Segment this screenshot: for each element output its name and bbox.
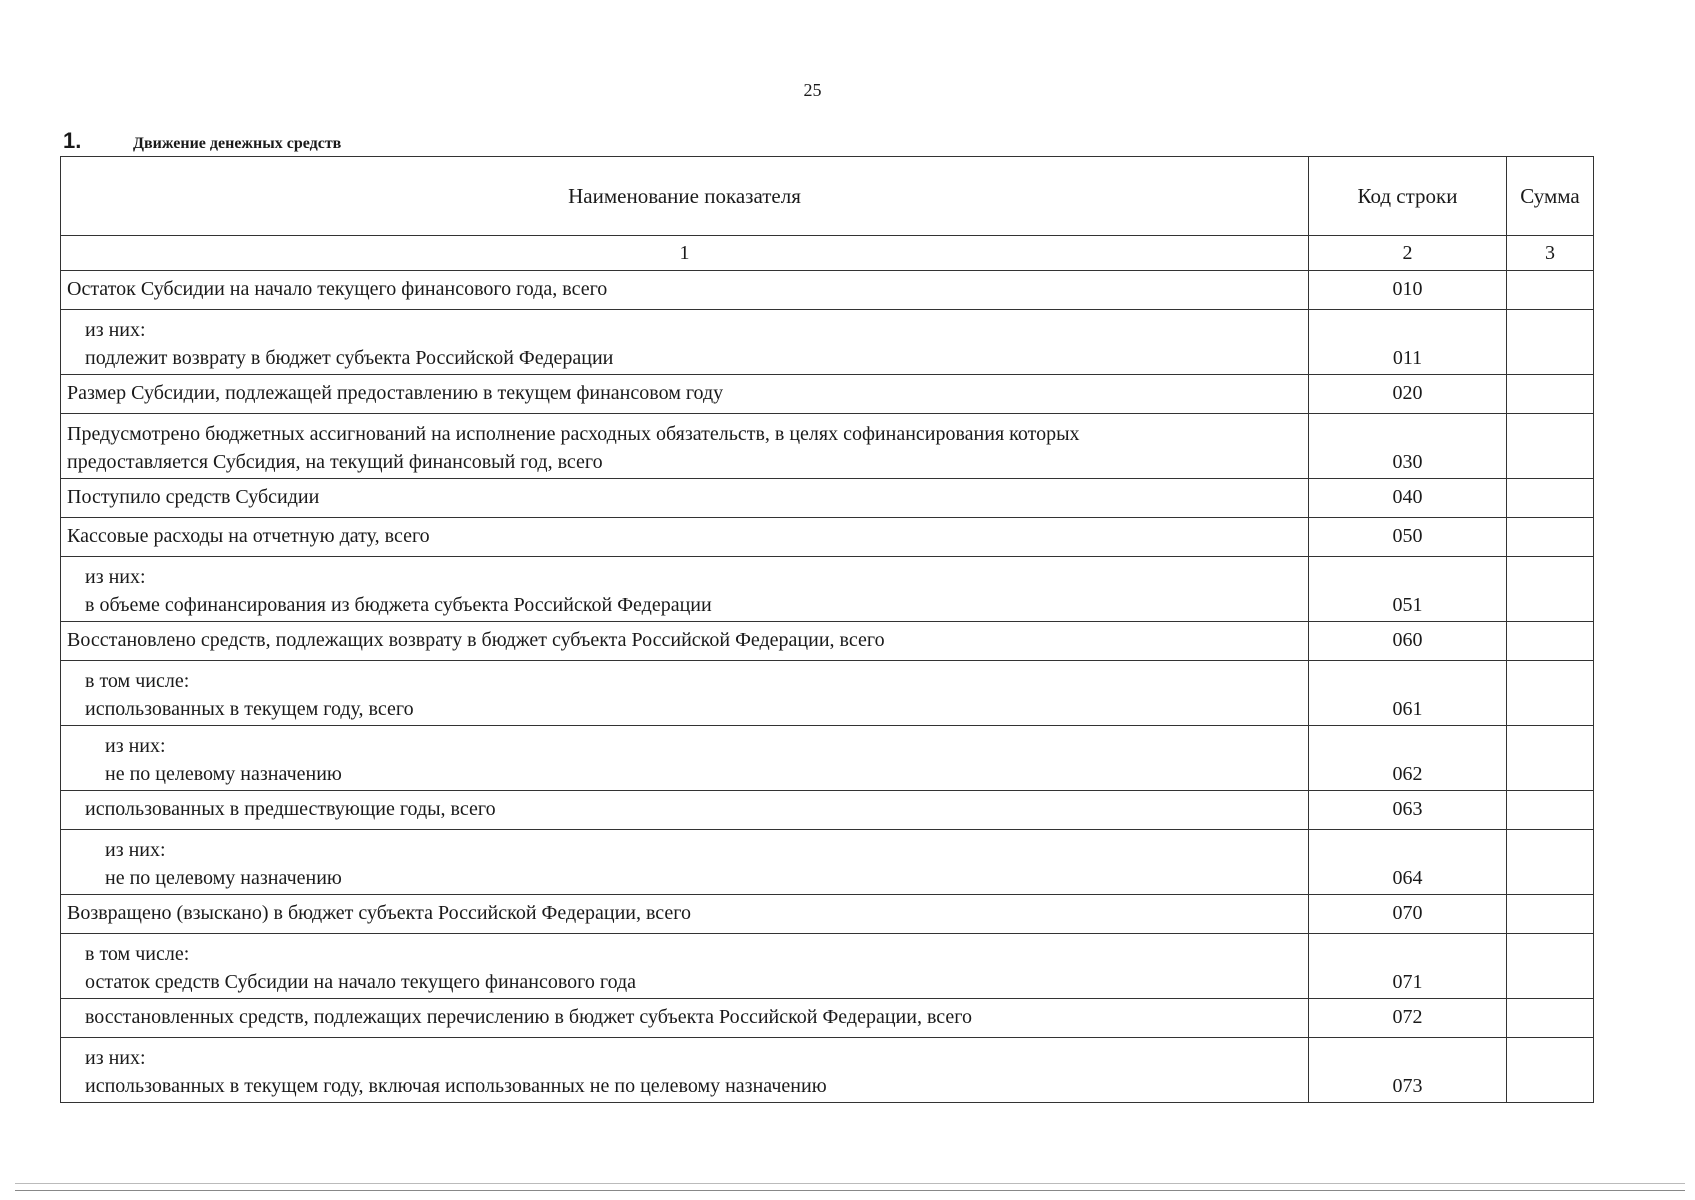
amount-cell [1507, 661, 1594, 726]
column-number-2: 2 [1309, 236, 1507, 271]
indicator-name-cell [61, 895, 1309, 934]
line-code-cell: 060 [1309, 622, 1507, 661]
cash-flow-table [60, 156, 1594, 1103]
amount-cell [1507, 375, 1594, 414]
indicator-name-line: из них: [85, 1047, 146, 1069]
line-code-cell: 020 [1309, 375, 1507, 414]
table-row [61, 830, 1594, 895]
table-row [61, 934, 1594, 999]
indicator-name-cell [61, 375, 1309, 414]
table-row [61, 479, 1594, 518]
line-code-cell: 070 [1309, 895, 1507, 934]
line-code-cell: 061 [1309, 661, 1507, 726]
section-heading [63, 128, 341, 154]
table-row [61, 661, 1594, 726]
column-number-3: 3 [1507, 236, 1594, 271]
indicator-name-cell [61, 830, 1309, 895]
line-code-cell: 011 [1309, 310, 1507, 375]
indicator-name-cell [61, 310, 1309, 375]
table-row [61, 375, 1594, 414]
amount-cell [1507, 557, 1594, 622]
indicator-name-cell [61, 791, 1309, 830]
table-row [61, 622, 1594, 661]
indicator-name-line: из них: [105, 735, 166, 757]
header-indicator-name: Наименование показателя [61, 157, 1309, 236]
indicator-name-line: Кассовые расходы на отчетную дату, всего [67, 525, 430, 547]
indicator-name-line: из них: [85, 319, 146, 341]
amount-cell [1507, 726, 1594, 791]
indicator-name-cell [61, 271, 1309, 310]
indicator-name-cell [61, 1038, 1309, 1103]
table-header-row [61, 157, 1594, 236]
table-row [61, 310, 1594, 375]
amount-cell [1507, 999, 1594, 1038]
table-row [61, 895, 1594, 934]
indicator-name-line: использованных в текущем году, включая использованных не по целевому назначению [85, 1075, 827, 1097]
line-code-cell: 072 [1309, 999, 1507, 1038]
indicator-name-cell [61, 934, 1309, 999]
indicator-name-line: не по целевому назначению [105, 763, 342, 785]
amount-cell [1507, 1038, 1594, 1103]
indicator-name-line: не по целевому назначению [105, 867, 342, 889]
indicator-name-cell [61, 622, 1309, 661]
line-code-cell: 030 [1309, 414, 1507, 479]
indicator-name-cell [61, 999, 1309, 1038]
amount-cell [1507, 310, 1594, 375]
indicator-name-line: Возвращено (взыскано) в бюджет субъекта Российской Федерации, всего [67, 902, 692, 924]
table-row [61, 557, 1594, 622]
indicator-name-line: предоставляется Субсидия, на текущий финансовый год, всего [67, 451, 603, 473]
indicator-name-line: использованных в предшествующие годы, всего [85, 798, 496, 820]
indicator-name-line: Остаток Субсидии на начало текущего финансового года, всего [67, 278, 608, 300]
indicator-name-cell [61, 726, 1309, 791]
amount-cell [1507, 791, 1594, 830]
line-code-cell: 071 [1309, 934, 1507, 999]
amount-cell [1507, 414, 1594, 479]
line-code-cell: 062 [1309, 726, 1507, 791]
indicator-name-cell [61, 414, 1309, 479]
indicator-name-line: остаток средств Субсидии на начало текущего финансового года [85, 971, 637, 993]
column-number-1: 1 [61, 236, 1309, 271]
indicator-name-cell [61, 557, 1309, 622]
line-code-cell: 063 [1309, 791, 1507, 830]
indicator-name-line: использованных в текущем году, всего [85, 698, 414, 720]
indicator-name-line: Поступило средств Субсидии [67, 486, 320, 508]
indicator-name-cell [61, 661, 1309, 726]
indicator-name-line: из них: [85, 566, 146, 588]
amount-cell [1507, 479, 1594, 518]
table-row [61, 1038, 1594, 1103]
column-number-row [61, 236, 1594, 271]
line-code-cell: 010 [1309, 271, 1507, 310]
indicator-name-line: подлежит возврату в бюджет субъекта Российской Федерации [85, 347, 614, 369]
line-code-cell: 073 [1309, 1038, 1507, 1103]
section-title: Движение денежных средств [133, 135, 342, 152]
indicator-name-line: в том числе: [85, 943, 190, 965]
header-amount: Сумма [1507, 157, 1594, 236]
amount-cell [1507, 895, 1594, 934]
amount-cell [1507, 518, 1594, 557]
amount-cell [1507, 934, 1594, 999]
indicator-name-line: Предусмотрено бюджетных ассигнований на исполнение расходных обязательств, в целях софинансирования которых [67, 423, 1080, 445]
indicator-name-line: в том числе: [85, 670, 190, 692]
indicator-name-cell [61, 479, 1309, 518]
table-row [61, 518, 1594, 557]
indicator-name-line: в объеме софинансирования из бюджета субъекта Российской Федерации [85, 594, 712, 616]
amount-cell [1507, 271, 1594, 310]
amount-cell [1507, 622, 1594, 661]
page-number: 25 [803, 80, 822, 100]
indicator-name-line: из них: [105, 839, 166, 861]
line-code-cell: 040 [1309, 479, 1507, 518]
page-bottom-divider [15, 1183, 1685, 1191]
indicator-name-cell [61, 518, 1309, 557]
table-row [61, 271, 1594, 310]
table-row [61, 726, 1594, 791]
amount-cell [1507, 830, 1594, 895]
line-code-cell: 051 [1309, 557, 1507, 622]
indicator-name-line: восстановленных средств, подлежащих перечислению в бюджет субъекта Российской Федерации, всего [85, 1006, 972, 1028]
table-row [61, 414, 1594, 479]
table-row [61, 999, 1594, 1038]
indicator-name-line: Восстановлено средств, подлежащих возврату в бюджет субъекта Российской Федерации, всего [67, 629, 885, 651]
indicator-name-line: Размер Субсидии, подлежащей предоставлению в текущем финансовом году [67, 382, 724, 404]
header-line-code: Код строки [1309, 157, 1507, 236]
line-code-cell: 050 [1309, 518, 1507, 557]
line-code-cell: 064 [1309, 830, 1507, 895]
table-row [61, 791, 1594, 830]
section-number: 1. [63, 128, 82, 153]
